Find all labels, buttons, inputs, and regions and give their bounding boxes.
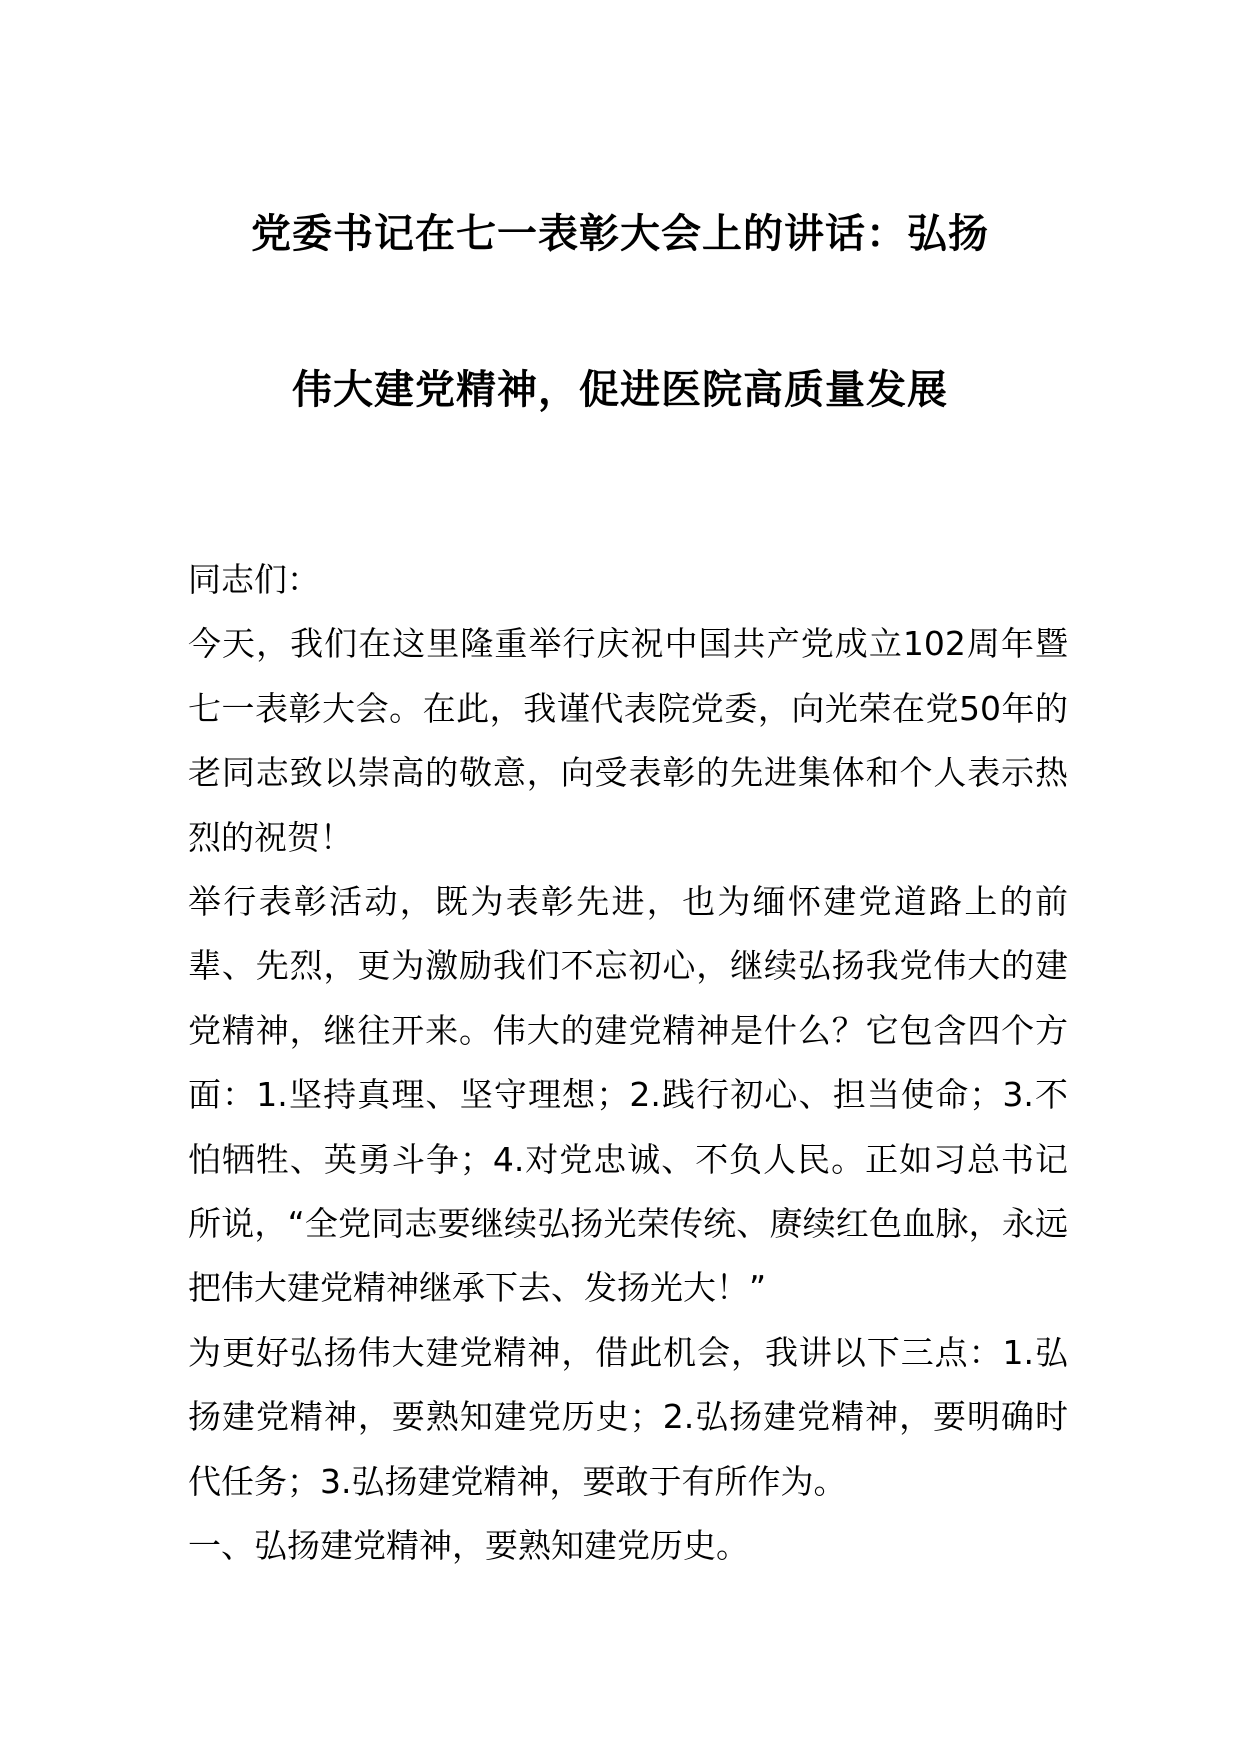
document-title-line-2: 伟大建党精神，促进医院高质量发展 xyxy=(292,367,948,413)
paragraph-party-spirit: 举行表彰活动，既为表彰先进，也为缅怀建党道路上的前辈、先烈，更为激励我们不忘初心，继续弘扬我党伟大的建党精神，继往开来。伟大的建党精神是什么？它包含四个方面：1.坚持真理、坚守理想；2.践行初心、担当使命；3.不怕牺牲、英勇斗争；4.对党忠诚、不负人民。正如习总书记所说，“全党同志要继续弘扬光荣传统、赓续红色血脉，永远把伟大建党精神继承下去、发扬光大！” xyxy=(188,882,1068,1308)
paragraph-opening: 今天，我们在这里隆重举行庆祝中国共产党成立102周年暨七一表彰大会。在此，我谨代表院党委，向光荣在党50年的老同志致以崇高的敬意，向受表彰的先进集体和个人表示热烈的祝贺！ xyxy=(188,624,1068,857)
section-heading: 一、弘扬建党精神，要熟知建党历史。 xyxy=(188,1526,749,1566)
paragraph-three-points: 为更好弘扬伟大建党精神，借此机会，我讲以下三点：1.弘扬建党精神，要熟知建党历史；2.弘扬建党精神，要明确时代任务；3.弘扬建党精神，要敢于有所作为。 xyxy=(188,1332,1068,1501)
salutation: 同志们： xyxy=(188,560,320,599)
document-title-line-1: 党委书记在七一表彰大会上的讲话：弘扬 xyxy=(251,211,989,257)
document-body xyxy=(188,548,1068,1579)
